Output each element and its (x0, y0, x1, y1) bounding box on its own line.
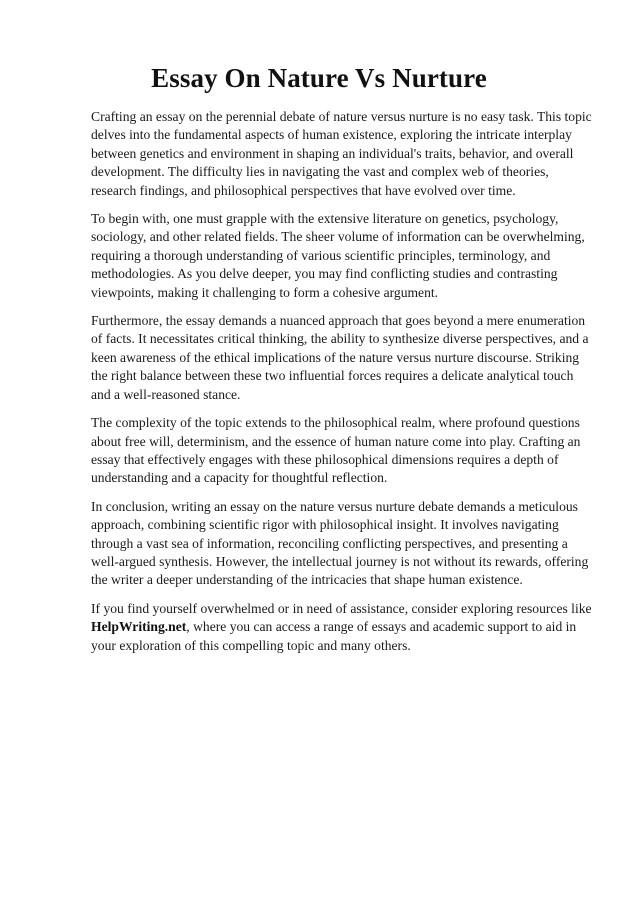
paragraph-closing (91, 600, 592, 655)
closing-text-before-link: If you find yourself overwhelmed or in need of assistance, consider exploring resources like (91, 600, 592, 616)
document-title: Essay On Nature Vs Nurture (151, 63, 487, 93)
paragraph-intro: Crafting an essay on the perennial debate of nature versus nurture is no easy task. This topic delves into the fundamental aspects of human existence, exploring the intricate interplay between genetics and environment in shaping an individual's traits, behavior, and overall development. The difficulty lies in navigating the vast and complex web of theories, research findings, and philosophical perspectives that have evolved over time. (91, 109, 592, 198)
paragraph-nuance: Furthermore, the essay demands a nuanced approach that goes beyond a mere enumeration of facts. It necessitates critical thinking, the ability to synthesize diverse perspectives, and a keen awareness of the ethical implications of the nature versus nurture discourse. Striking the right balance between these two influential forces requires a delicate analytical touch and a well-reasoned stance. (91, 313, 589, 402)
paragraph-philosophy: The complexity of the topic extends to the philosophical realm, where profound questions about free will, determinism, and the essence of human nature come into play. Crafting an essay that effectively engages with these philosophical dimensions requires a depth of understanding and a capacity for thoughtful reflection. (91, 415, 581, 486)
helpwriting-link[interactable]: HelpWriting.net (91, 619, 187, 635)
paragraph-literature: To begin with, one must grapple with the extensive literature on genetics, psychology, sociology, and other related fields. The sheer volume of information can be overwhelming, requiring a thorough understanding of various scientific principles, terminology, and methodologies. As you delve deeper, you may find conflicting studies and contrasting viewpoints, making it challenging to form a cohesive argument. (91, 211, 585, 300)
paragraph-conclusion: In conclusion, writing an essay on the nature versus nurture debate demands a meticulous approach, combining scientific rigor with philosophical insight. It involves navigating through a vast sea of information, reconciling conflicting perspectives, and presenting a well-argued synthesis. However, the intellectual journey is not without its rewards, offering the writer a deeper understanding of the intricacies that shape human existence. (91, 498, 589, 588)
closing-text-after-link: , where you can access a range of essays and academic support to aid in your exploration of this compelling topic and many others. (91, 619, 577, 653)
